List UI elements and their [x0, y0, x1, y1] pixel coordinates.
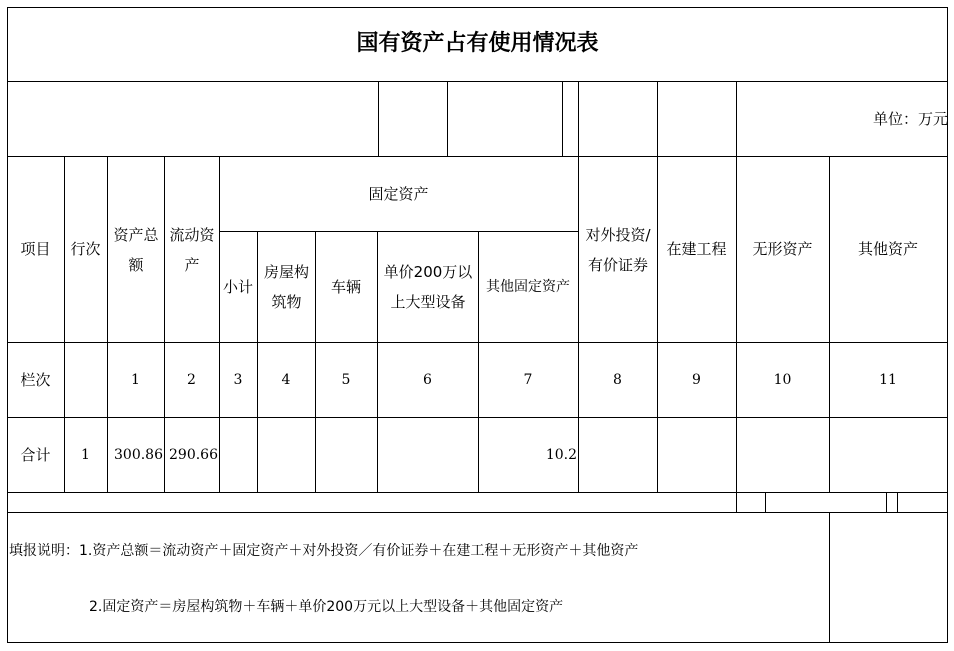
table-border-line [7, 81, 948, 82]
table-border-line [578, 156, 579, 492]
column-number: 10 [773, 371, 792, 388]
column-number: 8 [613, 371, 622, 388]
header-large-equipment: 单价200万以上大型设备 [383, 263, 473, 311]
header-foreign-investment: 对外投资/有价证券 [585, 226, 651, 274]
table-border-line [562, 81, 563, 156]
column-number: 7 [523, 371, 533, 388]
column-number: 4 [281, 371, 291, 388]
header-construction: 在建工程 [666, 240, 727, 258]
table-border-line [7, 642, 948, 643]
total-row-no: 1 [81, 446, 90, 463]
column-number: 3 [233, 371, 243, 388]
column-number: 2 [187, 371, 196, 388]
table-border-line [578, 81, 579, 156]
table-border-line [447, 81, 448, 156]
note-line-1: 填报说明：1.资产总额＝流动资产＋固定资产＋对外投资／有价证券＋在建工程＋无形资产＋其他资产 [9, 543, 639, 559]
current-assets-value: 290.66 [169, 446, 218, 463]
header-other-fixed: 其他固定资产 [486, 278, 570, 295]
table-border-line [7, 512, 948, 513]
table-border-line [829, 512, 830, 642]
header-item: 项目 [20, 240, 51, 258]
total-assets-value: 300.86 [114, 446, 163, 463]
table-border-line [765, 492, 766, 512]
column-number: 1 [131, 371, 140, 388]
header-subtotal: 小计 [222, 277, 253, 296]
total-row-label: 合计 [20, 445, 51, 464]
header-row-no: 行次 [70, 240, 101, 258]
other-fixed-value: 10.2 [545, 446, 577, 463]
table-border-line [378, 81, 379, 156]
page-title: 国有资产占有使用情况表 [356, 31, 599, 56]
header-buildings: 房屋构筑物 [263, 263, 309, 311]
column-number: 11 [879, 371, 897, 388]
column-number: 5 [341, 371, 351, 388]
header-intangible: 无形资产 [752, 240, 813, 258]
note-line-2: 2.固定资产＝房屋构筑物＋车辆＋单价200万元以上大型设备＋其他固定资产 [89, 599, 564, 615]
table-border-line [736, 81, 737, 156]
header-other-assets: 其他资产 [857, 240, 918, 258]
header-total-assets: 资产总额 [113, 226, 159, 274]
header-current-assets: 流动资产 [169, 226, 215, 274]
column-number: 9 [692, 371, 701, 388]
table-border-line [947, 7, 948, 643]
header-vehicles: 车辆 [330, 277, 361, 296]
table-border-line [657, 81, 658, 156]
unit-label: 单位：万元 [872, 110, 948, 128]
header-fixed-assets: 固定资产 [368, 184, 429, 203]
column-number: 6 [423, 371, 432, 388]
table-border-line [897, 492, 898, 512]
table-border-line [886, 492, 887, 512]
table-border-line [7, 492, 948, 493]
column-row-label: 栏次 [20, 370, 51, 389]
